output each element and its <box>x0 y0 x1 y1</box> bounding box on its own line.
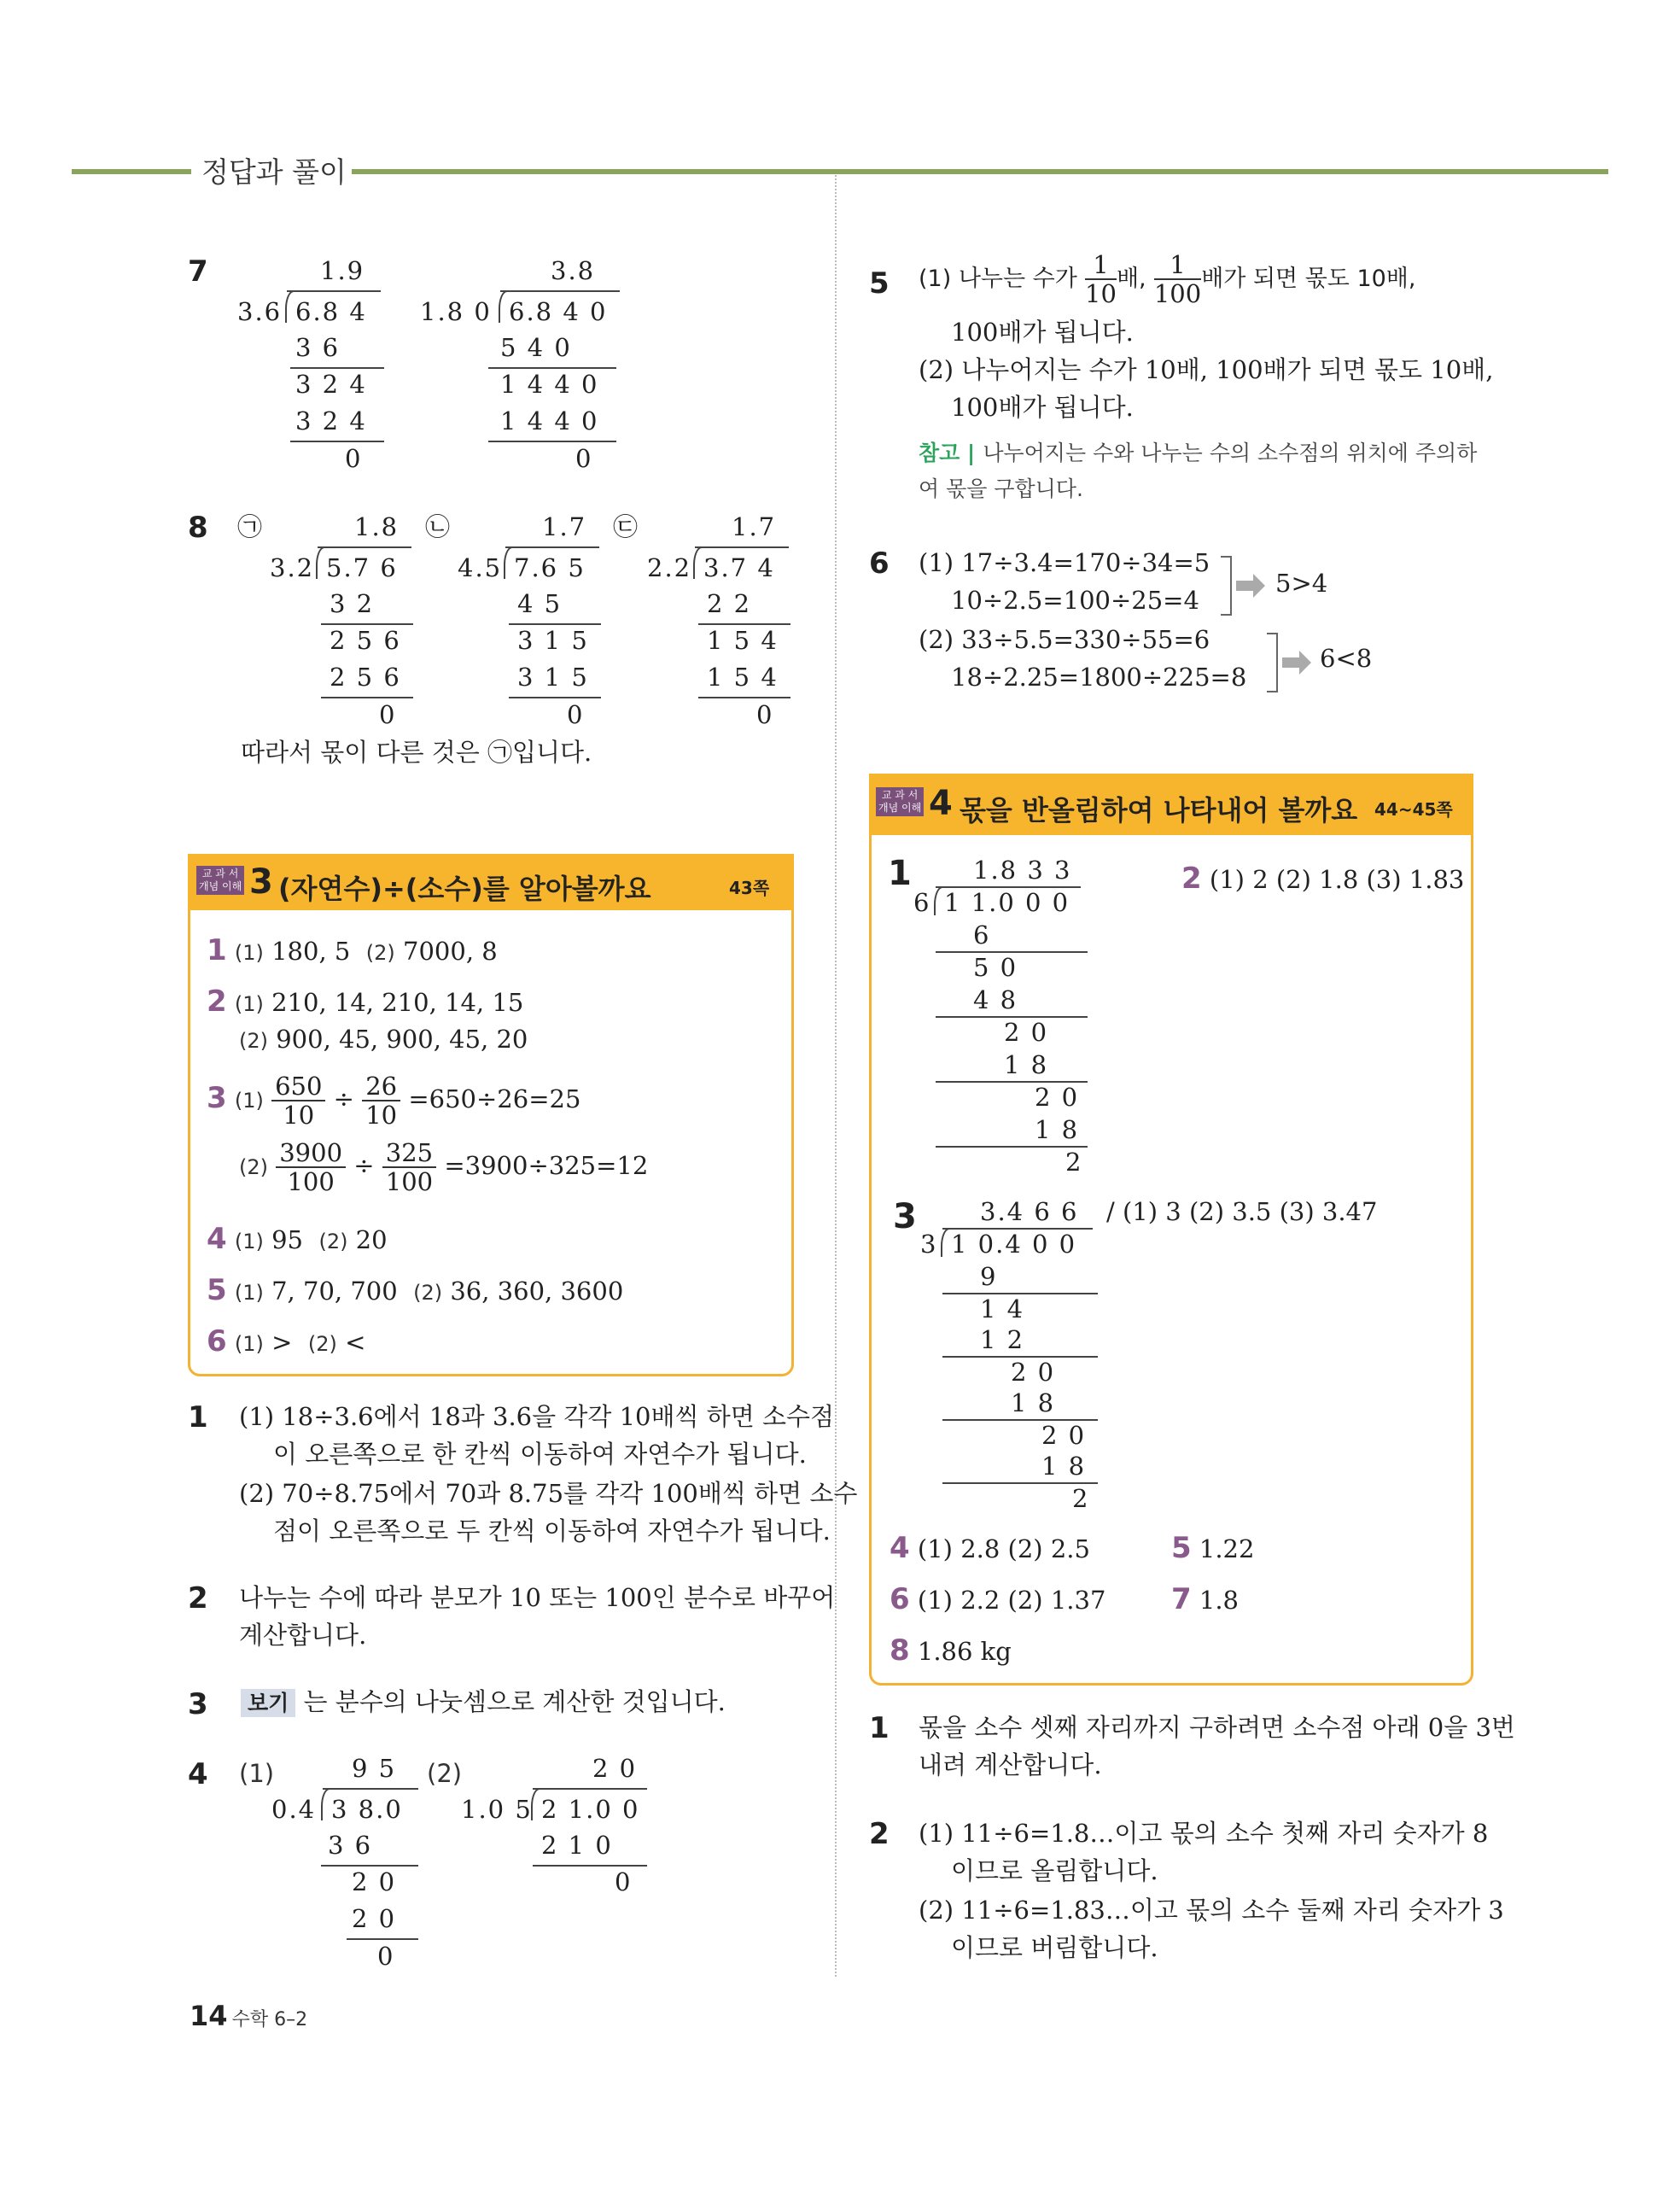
r-exp-1-number: 1 <box>869 1711 890 1745</box>
exp-2-number: 2 <box>188 1581 208 1615</box>
box4-q4 <box>890 1528 1090 1569</box>
step-5: 1 8 <box>1011 1388 1056 1417</box>
box3-item-5 <box>207 1271 623 1312</box>
bracket-arrow-2 <box>1265 632 1321 693</box>
remainder: 0 <box>377 1942 395 1971</box>
divisor: 1.8 0 <box>420 297 492 326</box>
denominator: 10 <box>365 1101 398 1130</box>
step-4: 2 0 <box>1004 1018 1049 1047</box>
division-bracket <box>321 1788 330 1820</box>
step-7: 1 8 <box>1035 1115 1080 1144</box>
box3-item-3a: 3 (1) $\frac{650}{10}$ ÷ $\frac{26}{10}$ =650÷26=25 <box>207 1072 581 1130</box>
step-3: 3 2 4 <box>295 406 367 435</box>
step-bar <box>488 367 616 369</box>
numerator: 26 <box>362 1072 400 1101</box>
q5-text-b: 배, <box>1116 266 1146 292</box>
exp-3-text: 는 분수의 나눗셈으로 계산한 것입니다. <box>303 1687 726 1716</box>
step-1: 3 2 <box>330 589 375 618</box>
exp-1-line-2: 이 오른쪽으로 한 칸씩 이동하여 자연수가 됩니다. <box>273 1440 807 1469</box>
box3-item-6 <box>207 1322 365 1364</box>
quotient: 1.7 <box>732 512 777 541</box>
sub-label: (2) <box>239 1029 268 1053</box>
tag-line-1: 교 과 서 <box>201 868 239 879</box>
divisor: 1.0 5 <box>461 1795 533 1824</box>
book-title: 수학 6–2 <box>231 2009 308 2030</box>
quotient: 2 0 <box>592 1754 638 1783</box>
label-a: ㉠ <box>237 512 263 541</box>
box-4-page: 44~45쪽 <box>1374 799 1453 820</box>
answer: 900, 45, 900, 45, 20 <box>276 1025 528 1054</box>
header-rule-left <box>72 169 191 174</box>
step-bar <box>509 697 601 698</box>
box4-q2 <box>1181 859 1464 899</box>
q6-line-3: (2) 33÷5.5=330÷55=6 <box>919 625 1210 654</box>
q6-line-4: 18÷2.25=1800÷225=8 <box>951 663 1247 692</box>
item-number: 6 <box>207 1324 227 1358</box>
q5-text-a: (1) 나누는 수가 <box>919 266 1077 292</box>
denominator: 100 <box>287 1167 335 1196</box>
dividend: 5.7 6 <box>326 553 398 582</box>
quotient: 1.7 <box>542 512 587 541</box>
denominator: 100 <box>385 1167 434 1196</box>
box4-q5 <box>1171 1528 1254 1569</box>
q5-line-3: (2) 나누어지는 수가 10배, 100배가 되면 몫도 10배, <box>919 355 1494 384</box>
dividend: 3.7 4 <box>703 553 775 582</box>
exp-3-number: 3 <box>188 1687 208 1721</box>
tag-textbook <box>196 866 244 895</box>
exp-3-line <box>241 1682 726 1723</box>
q8-conclusion: 따라서 몫이 다른 것은 ㉠입니다. <box>241 738 592 767</box>
item-number: 1 <box>207 933 227 967</box>
note-text: 나누어지는 수와 나누는 수의 소수점의 위치에 주의하 <box>983 441 1478 465</box>
step-bar <box>347 1938 418 1940</box>
q5-text-c: 배가 되면 몫도 10배, <box>1201 266 1416 292</box>
exp-4-sub-2: (2) <box>427 1759 463 1788</box>
remainder: 0 <box>379 700 397 729</box>
quotient: 1.8 3 3 <box>973 856 1072 885</box>
step-bar <box>321 697 413 698</box>
answer: 7, 70, 700 <box>271 1277 398 1306</box>
sub-label: (1) <box>234 941 264 965</box>
exp-1-line-1: (1) 18÷3.6에서 18과 3.6을 각각 10배씩 하면 소수점 <box>239 1402 835 1431</box>
remainder: 0 <box>567 700 585 729</box>
numerator: 650 <box>271 1072 325 1101</box>
q5-note-2: 여 몫을 구합니다. <box>919 476 1083 501</box>
step-2: 1 4 4 0 <box>500 370 599 399</box>
numerator: 1 <box>1154 251 1201 280</box>
answer: (1) 2.8 (2) 2.5 <box>917 1534 1090 1563</box>
step-1: 4 5 <box>517 589 563 618</box>
quotient: 1.9 <box>320 256 365 285</box>
question-8-number: 8 <box>188 511 208 545</box>
dividend: 2 1.0 0 <box>541 1795 640 1824</box>
division-bracket <box>504 546 512 579</box>
step-bar <box>290 367 384 369</box>
q5-line-1 <box>919 251 1415 307</box>
answer: 210, 14, 210, 14, 15 <box>271 988 524 1017</box>
item-number: 5 <box>1171 1531 1192 1565</box>
remainder: 0 <box>575 444 593 473</box>
exp-2-line-1: 나누는 수에 따라 분모가 10 또는 100인 분수로 바꾸어 <box>239 1583 836 1612</box>
step-6: 2 0 <box>1035 1083 1080 1112</box>
tag-line-2: 개념 이해 <box>878 802 922 814</box>
answer: < <box>345 1328 366 1357</box>
column-divider <box>835 175 837 1977</box>
question-6-number: 6 <box>869 546 890 581</box>
step-2: 3 1 5 <box>517 626 589 655</box>
division-bar <box>318 546 411 548</box>
answer: (1) 2 (2) 1.8 (3) 1.83 <box>1209 865 1465 894</box>
question-5-number: 5 <box>869 266 890 301</box>
dividend: 6.8 4 <box>295 297 367 326</box>
step-bar <box>533 1865 647 1867</box>
example-badge: 보기 <box>241 1689 295 1717</box>
box-3-page: 43쪽 <box>729 878 770 898</box>
answer: 1.86 kg <box>917 1637 1012 1666</box>
r-exp-2-line-1: (1) 11÷6=1.8…이고 몫의 소수 첫째 자리 숫자가 8 <box>919 1819 1489 1848</box>
r-exp-2-line-2: 이므로 올림합니다. <box>951 1856 1158 1885</box>
exp-2-line-2: 계산합니다. <box>239 1621 367 1650</box>
fraction <box>1154 251 1201 307</box>
step-3: 2 0 <box>352 1904 397 1933</box>
step-3: 1 4 4 0 <box>500 406 599 435</box>
division-bar <box>533 1788 647 1790</box>
sub-label: (1) <box>234 1281 264 1305</box>
label-c: ㉢ <box>613 512 639 541</box>
remainder: 0 <box>615 1867 633 1896</box>
quotient: 1.8 <box>354 512 400 541</box>
answer: 180, 5 <box>271 937 351 966</box>
item-number: 3 <box>207 1081 227 1115</box>
dividend: 1 0.4 0 0 <box>951 1230 1077 1259</box>
answer: 1.22 <box>1199 1534 1255 1563</box>
sub-label: (1) <box>234 1332 264 1356</box>
note-label: 참고 | <box>919 441 976 465</box>
step-2: 1 5 4 <box>707 626 779 655</box>
step-bar <box>509 623 601 625</box>
divisor: 4.5 <box>458 553 503 582</box>
box3-item-2 <box>207 982 523 1024</box>
step-bar <box>321 1865 418 1867</box>
fraction <box>271 1072 325 1129</box>
quotient: 3.4 6 6 <box>980 1197 1079 1226</box>
q5-note-1 <box>919 432 1477 473</box>
sub-label: (2) <box>318 1230 348 1253</box>
answer: 36, 360, 3600 <box>450 1277 624 1306</box>
step-3: 1 5 4 <box>707 663 779 692</box>
divisor: 0.4 <box>271 1795 317 1824</box>
r-exp-1-line-2: 내려 계산합니다. <box>919 1750 1102 1779</box>
step-2: 3 2 4 <box>295 370 367 399</box>
tag-textbook <box>876 787 924 816</box>
division-bar <box>500 290 620 292</box>
step-1: 3 6 <box>295 333 341 362</box>
item-number: 4 <box>890 1531 910 1565</box>
q6-line-1: (1) 17÷3.4=170÷34=5 <box>919 548 1210 577</box>
footer <box>190 2000 307 2032</box>
step-3: 2 5 6 <box>330 663 401 692</box>
dividend: 6.8 4 0 <box>509 297 608 326</box>
denominator: 10 <box>283 1101 315 1130</box>
q5-line-2: 100배가 됩니다. <box>951 318 1134 347</box>
box-3-title: (자연수)÷(소수)를 알아볼까요 <box>278 873 651 905</box>
numerator: 3900 <box>276 1139 346 1168</box>
sub-label: (1) <box>234 1230 264 1253</box>
answer: 1.8 <box>1199 1586 1240 1615</box>
remainder: 2 <box>1065 1148 1083 1177</box>
box3-item-4 <box>207 1219 388 1261</box>
header-rule-right <box>352 169 1608 174</box>
answer: > <box>271 1328 293 1357</box>
division-bar <box>505 546 599 548</box>
item-number: 4 <box>207 1222 227 1256</box>
page-number: 14 <box>190 2000 228 2032</box>
q6-result-2: 6<8 <box>1320 644 1373 673</box>
sub-label: (2) <box>365 941 395 965</box>
step-5: 1 8 <box>1004 1050 1049 1079</box>
numerator: 1 <box>1085 251 1117 280</box>
denominator: 10 <box>1085 279 1117 308</box>
tag-line-1: 교 과 서 <box>881 789 919 801</box>
box3-item-1 <box>207 931 498 973</box>
item-number: 8 <box>890 1633 910 1668</box>
item-number: 6 <box>890 1582 910 1616</box>
division-bracket <box>316 546 324 579</box>
sub-label: (2) <box>413 1281 443 1305</box>
step-1: 5 4 0 <box>500 333 572 362</box>
result: =3900÷325=12 <box>444 1151 649 1180</box>
division-bracket <box>499 290 507 323</box>
fraction <box>276 1139 346 1195</box>
exp-1-line-3: (2) 70÷8.75에서 70과 8.75를 각각 100배씩 하면 소수 <box>239 1479 858 1508</box>
step-3: 4 8 <box>973 985 1018 1014</box>
step-1: 3 6 <box>328 1831 373 1860</box>
box-4-title: 몫을 반올림하여 나타내어 볼까요 <box>960 794 1358 827</box>
box4-q3-answer: / (1) 3 (2) 3.5 (3) 3.47 <box>1106 1197 1378 1226</box>
box-3-number: 3 <box>249 862 273 902</box>
divisor: 3 <box>920 1230 938 1259</box>
denominator: 100 <box>1153 279 1202 308</box>
division-bracket <box>693 546 702 579</box>
step-2: 1 4 <box>980 1294 1025 1323</box>
division-bar <box>323 1788 418 1790</box>
exp-4-number: 4 <box>188 1757 208 1791</box>
answer: 20 <box>355 1225 388 1254</box>
exp-1-line-4: 점이 오른쪽으로 두 칸씩 이동하여 자연수가 됩니다. <box>273 1516 831 1545</box>
dividend: 1 1.0 0 0 <box>944 888 1070 917</box>
step-4: 2 0 <box>1011 1358 1056 1387</box>
divisor: 6 <box>913 888 931 917</box>
box4-q1-number: 1 <box>888 854 912 893</box>
box4-q6 <box>890 1580 1105 1620</box>
step-2: 2 0 <box>352 1867 397 1896</box>
remainder: 2 <box>1072 1484 1090 1513</box>
divisor: 2.2 <box>647 553 692 582</box>
step-bar <box>698 623 790 625</box>
question-7-number: 7 <box>188 254 208 289</box>
step-bar <box>290 441 384 442</box>
r-exp-2-line-3: (2) 11÷6=1.83…이고 몫의 소수 둘째 자리 숫자가 3 <box>919 1896 1504 1925</box>
step-6: 2 0 <box>1041 1421 1087 1450</box>
box4-q7 <box>1171 1580 1239 1620</box>
box4-q3-number: 3 <box>893 1197 917 1236</box>
item-number: 2 <box>207 984 227 1019</box>
tag-line-2: 개념 이해 <box>199 880 242 892</box>
exp-4-sub-1: (1) <box>239 1759 275 1788</box>
box4-q8 <box>890 1631 1012 1671</box>
step-2: 2 5 6 <box>330 626 401 655</box>
page-header-title: 정답과 풀이 <box>201 155 347 189</box>
box3-item-3b: (2) $\frac{3900}{100}$ ÷ $\frac{325}{100}$ =3900÷325=12 <box>239 1138 649 1196</box>
fraction <box>1085 251 1117 307</box>
step-bar <box>698 697 790 698</box>
q6-result-1: 5>4 <box>1275 569 1328 598</box>
sub-label: (1) <box>234 1089 264 1113</box>
quotient: 3.8 <box>551 256 596 285</box>
bracket-arrow-1 <box>1219 555 1279 616</box>
remainder: 0 <box>756 700 774 729</box>
step-3: 1 2 <box>980 1325 1025 1354</box>
step-bar <box>321 623 413 625</box>
answer: 7000, 8 <box>403 937 498 966</box>
sub-label: (1) <box>234 992 264 1016</box>
r-exp-2-line-4: 이므로 버림합니다. <box>951 1933 1158 1962</box>
division-bar <box>695 546 789 548</box>
numerator: 325 <box>382 1139 436 1168</box>
division-bracket <box>285 290 294 323</box>
division-bar <box>287 290 381 292</box>
box-4-number: 4 <box>929 784 953 823</box>
result: =650÷26=25 <box>408 1084 581 1113</box>
sub-label: (2) <box>307 1332 337 1356</box>
item-number: 7 <box>1171 1582 1192 1616</box>
label-b: ㉡ <box>425 512 451 541</box>
box3-item-2b <box>239 1020 528 1060</box>
sub-label: (2) <box>239 1155 268 1179</box>
step-1: 9 <box>980 1262 998 1291</box>
r-exp-1-line-1: 몫을 소수 셋째 자리까지 구하려면 소수점 아래 0을 3번 <box>919 1713 1515 1742</box>
divisor: 3.2 <box>270 553 315 582</box>
step-1: 2 2 <box>707 589 752 618</box>
divisor: 3.6 <box>237 297 283 326</box>
step-7: 1 8 <box>1041 1452 1087 1481</box>
r-exp-2-number: 2 <box>869 1817 890 1851</box>
step-2: 5 0 <box>973 953 1018 982</box>
q5-line-4: 100배가 됩니다. <box>951 393 1134 422</box>
step-bar <box>488 441 616 442</box>
fraction <box>362 1072 400 1129</box>
dividend: 7.6 5 <box>514 553 586 582</box>
exp-1-number: 1 <box>188 1400 208 1434</box>
dividend: 3 8.0 <box>331 1795 403 1824</box>
step-3: 3 1 5 <box>517 663 589 692</box>
remainder: 0 <box>345 444 363 473</box>
answer: (1) 2.2 (2) 1.37 <box>917 1586 1106 1615</box>
q6-line-2: 10÷2.5=100÷25=4 <box>951 586 1199 615</box>
item-number: 5 <box>207 1273 227 1307</box>
fraction <box>382 1139 436 1195</box>
item-number: 2 <box>1181 862 1202 896</box>
step-1: 6 <box>973 920 991 949</box>
answer: 95 <box>271 1225 304 1254</box>
step-1: 2 1 0 <box>541 1831 613 1860</box>
quotient: 9 5 <box>352 1754 397 1783</box>
